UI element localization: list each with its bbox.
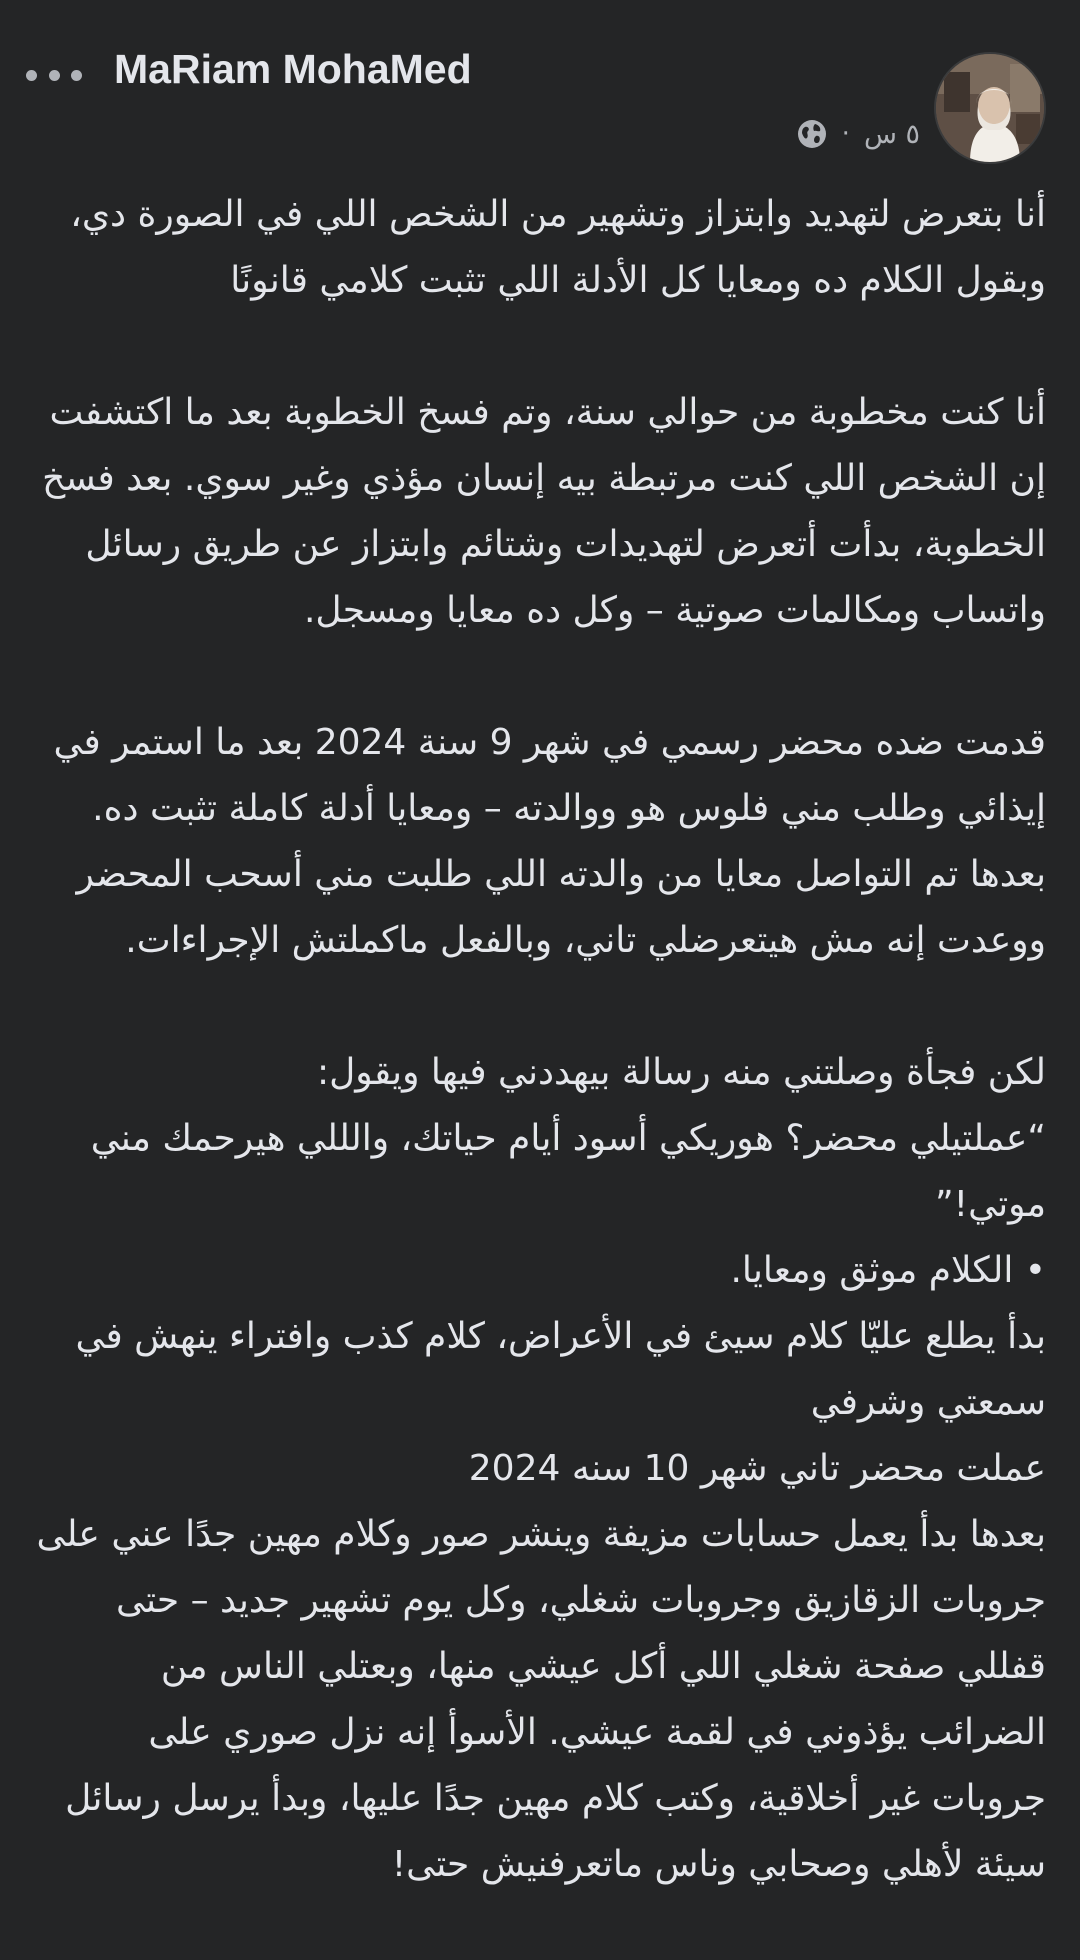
paragraph-gap: [34, 644, 1046, 710]
post-paragraph: لكن فجأة وصلتني منه رسالة بيهددني فيها ويقول: “عملتيلي محضر؟ هوريكي أسود أيام حياتك، والللي هيرحمك مني موتي!” • الكلام موثق ومعايا. بدأ يطلع عليّا كلام سيئ في الأعراض، كلام كذب وافتراء ينهش في سمعتي وشرفي عملت محضر تاني شهر 10 سنه 2024 بعدها بدأ يعمل حسابات مزيفة وينشر صور وكلام مهين جدًا عني على جروبات الزقازيق وجروبات شغلي، وكل يوم تشهير جديد – حتى قفللي صفحة شغلي اللي أكل عيشي منها، وبعتلي الناس من الضرائب يؤذوني في لقمة عيشي. الأسوأ إنه نزل صوري على جروبات غير أخلاقية، وكتب كلام مهين جدًا عليها، وبدأ يرسل رسائل سيئة لأهلي وصحابي وناس ماتعرفنيش حتى!: [36, 1052, 1046, 1885]
post-paragraph: أنا كنت مخطوبة من حوالي سنة، وتم فسخ الخطوبة بعد ما اكتشفت إن الشخص اللي كنت مرتبطة بيه إنسان مؤذي وغير سوي. بعد فسخ الخطوبة، بدأت أتعرض لتهديدات وشتائم وابتزاز عن طريق رسائل واتساب ومكالمات صوتية – وكل ده معايا ومسجل.: [42, 392, 1046, 631]
paragraph-gap: [34, 974, 1046, 1040]
globe-icon[interactable]: [796, 118, 828, 150]
more-dots-icon: [26, 70, 37, 81]
post-header: [0, 0, 1080, 170]
avatar[interactable]: [934, 52, 1046, 164]
more-dots-icon: [71, 70, 82, 81]
author-name[interactable]: MaRiam MohaMed: [114, 46, 472, 92]
post-paragraph: أنا بتعرض لتهديد وابتزاز وتشهير من الشخص اللي في الصورة دي، وبقول الكلام ده ومعايا كل الأدلة اللي تثبت كلامي قانونًا: [70, 194, 1046, 301]
avatar-photo: [936, 54, 1044, 162]
more-dots-icon: [49, 70, 60, 81]
post-text: [34, 182, 1046, 1898]
more-options-button[interactable]: [26, 58, 82, 92]
post-time[interactable]: ٥ س: [863, 118, 920, 150]
post-meta: [796, 114, 920, 154]
meta-separator: ·: [841, 119, 850, 149]
post-paragraph: قدمت ضده محضر رسمي في شهر 9 سنة 2024 بعد ما استمر في إيذائي وطلب مني فلوس هو ووالدته – ومعايا أدلة كاملة تثبت ده. بعدها تم التواصل معايا من والدته اللي طلبت مني أسحب المحضر ووعدت إنه مش هيتعرضلي تاني، وبالفعل ماكملتش الإجراءات.: [53, 722, 1046, 961]
paragraph-gap: [34, 314, 1046, 380]
